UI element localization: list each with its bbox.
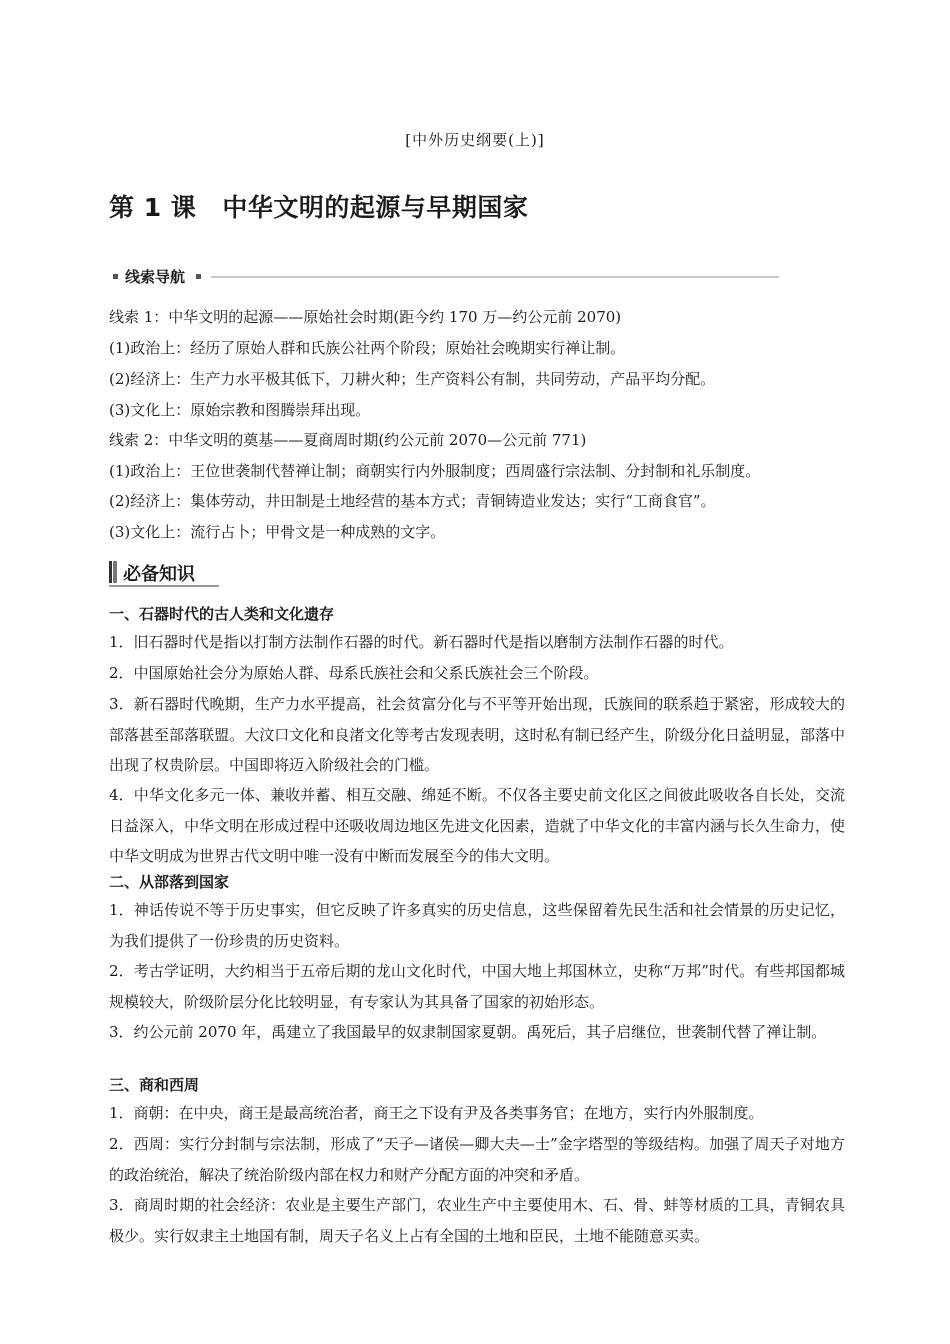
heading-underline	[109, 585, 219, 587]
knowledge-item: 1．旧石器时代是指以打制方法制作石器的时代。新石器时代是指以磨制方法制作石器的时代。	[109, 633, 734, 651]
clue-navigation-label: 线索导航	[125, 268, 186, 286]
clue-line: (1)政治上：经历了原始人群和氏族公社两个阶段；原始社会晚期实行禅让制。	[109, 339, 626, 357]
knowledge-heading-text: 必备知识	[123, 564, 195, 585]
bullet-square-icon	[196, 274, 201, 279]
heading-bar-icon	[109, 561, 117, 583]
knowledge-item: 2．西周：实行分封制与宗法制，形成了“天子—诸侯—卿大夫—士”金字塔型的等级结构。加强了周天子对地方的政治统治，解决了统治阶级内部在权力和财产分配方面的冲突和矛盾。	[109, 1135, 845, 1184]
section-title: 三、商和西周	[109, 1076, 200, 1094]
clue-line: (3)文化上：流行占卜；甲骨文是一种成熟的文字。	[109, 523, 446, 541]
lesson-title	[109, 188, 528, 224]
knowledge-item: 4．中华文化多元一体、兼收并蓄、相互交融、绵延不断。不仅各主要史前文化区之间彼此吸收各自长处，交流日益深入，中华文明在形成过程中还吸收周边地区先进文化因素，造就了中华文化的丰富内涵与长久生命力，使中华文明成为世界古代文明中唯一没有中断而发展至今的伟大文明。	[109, 786, 845, 865]
section-title: 一、石器时代的古人类和文化遗存	[109, 605, 335, 623]
running-header: [中外历史纲要(上)]	[405, 131, 545, 149]
clue-line: 线索 1：中华文明的起源——原始社会时期(距今约 170 万—约公元前 2070)	[109, 308, 622, 326]
bullet-square-icon	[113, 274, 118, 279]
clue-line: (2)经济上：集体劳动，井田制是土地经营的基本方式；青铜铸造业发达；实行“工商食官”。	[109, 492, 716, 510]
knowledge-item: 3．新石器时代晚期，生产力水平提高，社会贫富分化与不平等开始出现，氏族间的联系趋于紧密，形成较大的部落甚至部落联盟。大汶口文化和良渚文化等考古发现表明，这时私有制已经产生，阶级分化日益明显，部落中出现了权贵阶层。中国即将迈入阶级社会的门槛。	[109, 695, 845, 774]
knowledge-item: 2．考古学证明，大约相当于五帝后期的龙山文化时代，中国大地上邦国林立，史称“万邦”时代。有些邦国都城规模较大，阶级阶层分化比较明显，有专家认为其具备了国家的初始形态。	[109, 962, 845, 1011]
lesson-title-text: 中华文明的起源与早期国家	[222, 193, 529, 222]
knowledge-item: 1．商朝：在中央，商王是最高统治者，商王之下设有尹及各类事务官；在地方，实行内外服制度。	[109, 1104, 764, 1122]
knowledge-item: 3．商周时期的社会经济：农业是主要生产部门，农业生产中主要使用木、石、骨、蚌等材质的工具，青铜农具极少。实行奴隶主土地国有制，周天子名义上占有全国的土地和臣民，土地不能随意买卖。	[109, 1196, 845, 1245]
knowledge-heading	[109, 560, 219, 584]
clue-line: 线索 2：中华文明的奠基——夏商周时期(约公元前 2070—公元前 771)	[109, 431, 587, 449]
clue-navigation-bar	[109, 266, 779, 288]
section-title: 二、从部落到国家	[109, 873, 230, 891]
knowledge-item: 3．约公元前 2070 年，禹建立了我国最早的奴隶制国家夏朝。禹死后，其子启继位，世袭制代替了禅让制。	[109, 1023, 827, 1041]
clue-line: (1)政治上：王位世袭制代替禅让制；商朝实行内外服制度；西周盛行宗法制、分封制和礼乐制度。	[109, 462, 761, 480]
knowledge-item: 2．中国原始社会分为原始人群、母系氏族社会和父系氏族社会三个阶段。	[109, 664, 599, 682]
clue-line: (2)经济上：生产力水平极其低下，刀耕火种；生产资料公有制，共同劳动，产品平均分配。	[109, 370, 716, 388]
lesson-number: 第 1 课	[109, 193, 197, 222]
divider-line	[211, 276, 779, 278]
knowledge-item: 1．神话传说不等于历史事实，但它反映了许多真实的历史信息，这些保留着先民生活和社会情景的历史记忆，为我们提供了一份珍贵的历史资料。	[109, 901, 845, 950]
clue-line: (3)文化上：原始宗教和图腾崇拜出现。	[109, 401, 371, 419]
